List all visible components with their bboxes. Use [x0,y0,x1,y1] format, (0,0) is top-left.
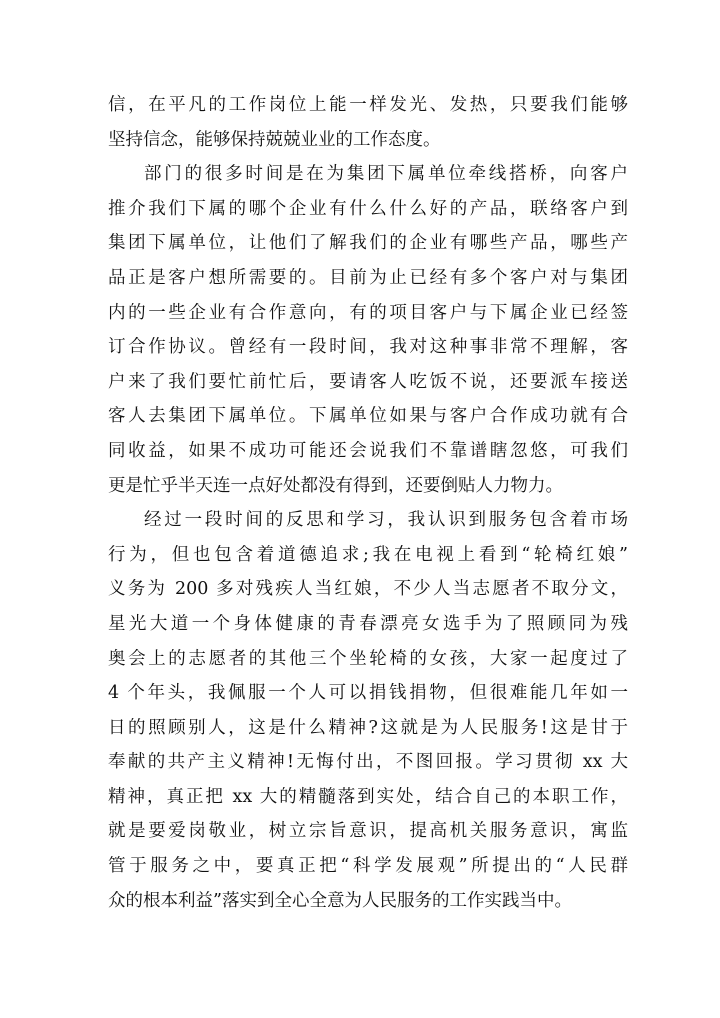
text-line: 奥会上的志愿者的其他三个坐轮椅的女孩，大家一起度过了 [108,648,628,669]
text-line: 就是要爱岗敬业，树立宗旨意识，提高机关服务意识，寓监 [108,821,628,842]
text-line: 4 个年头，我佩服一个人可以捐钱捐物，但很难能几年如一 [108,683,628,704]
paragraph-start-line: 部门的很多时间是在为集团下属单位牵线搭桥，向客户 [144,164,628,185]
text-line: 日的照顾别人，这是什么精神?这就是为人民服务!这是甘于 [108,717,628,738]
body-text [108,88,628,918]
text-line: 品正是客户想所需要的。目前为止已经有多个客户对与集团 [108,267,628,288]
text-line: 星光大道一个身体健康的青春漂亮女选手为了照顾同为残 [108,613,628,634]
text-line: 管于服务之中，要真正把“科学发展观”所提出的“人民群 [108,856,628,877]
text-line: 信，在平凡的工作岗位上能一样发光、发热，只要我们能够 [108,95,628,115]
text-line: 更是忙乎半天连一点好处都没有得到，还要倒贴人力物力。 [108,475,563,496]
text-line: 义务为 200 多对残疾人当红娘，不少人当志愿者不取分文， [108,579,628,600]
text-line: 众的根本利益”落实到全心全意为人民服务的工作实践当中。 [108,890,572,911]
paragraph-start-line: 经过一段时间的反思和学习，我认识到服务包含着市场 [144,510,628,531]
text-line: 内的一些企业有合作意向，有的项目客户与下属企业已经签 [108,302,628,323]
text-line: 户来了我们要忙前忙后，要请客人吃饭不说，还要派车接送 [108,371,628,392]
text-line: 同收益，如果不成功可能还会说我们不靠谱瞎忽悠，可我们 [108,440,628,461]
text-line: 坚持信念，能够保持兢兢业业的工作态度。 [108,129,441,150]
text-line: 奉献的共产主义精神!无悔付出，不图回报。学习贯彻 xx 大 [108,752,628,773]
text-line: 行为，但也包含着道德追求;我在电视上看到“轮椅红娘” [108,544,628,565]
text-line: 客人去集团下属单位。下属单位如果与客户合作成功就有合 [108,406,628,427]
text-line: 订合作协议。曾经有一段时间，我对这种事非常不理解，客 [108,337,628,358]
text-line: 集团下属单位，让他们了解我们的企业有哪些产品，哪些产 [108,233,628,254]
text-line: 推介我们下属的哪个企业有什么什么好的产品，联络客户到 [108,198,628,219]
text-line: 精神，真正把 xx 大的精髓落到实处，结合自己的本职工作， [108,786,628,807]
